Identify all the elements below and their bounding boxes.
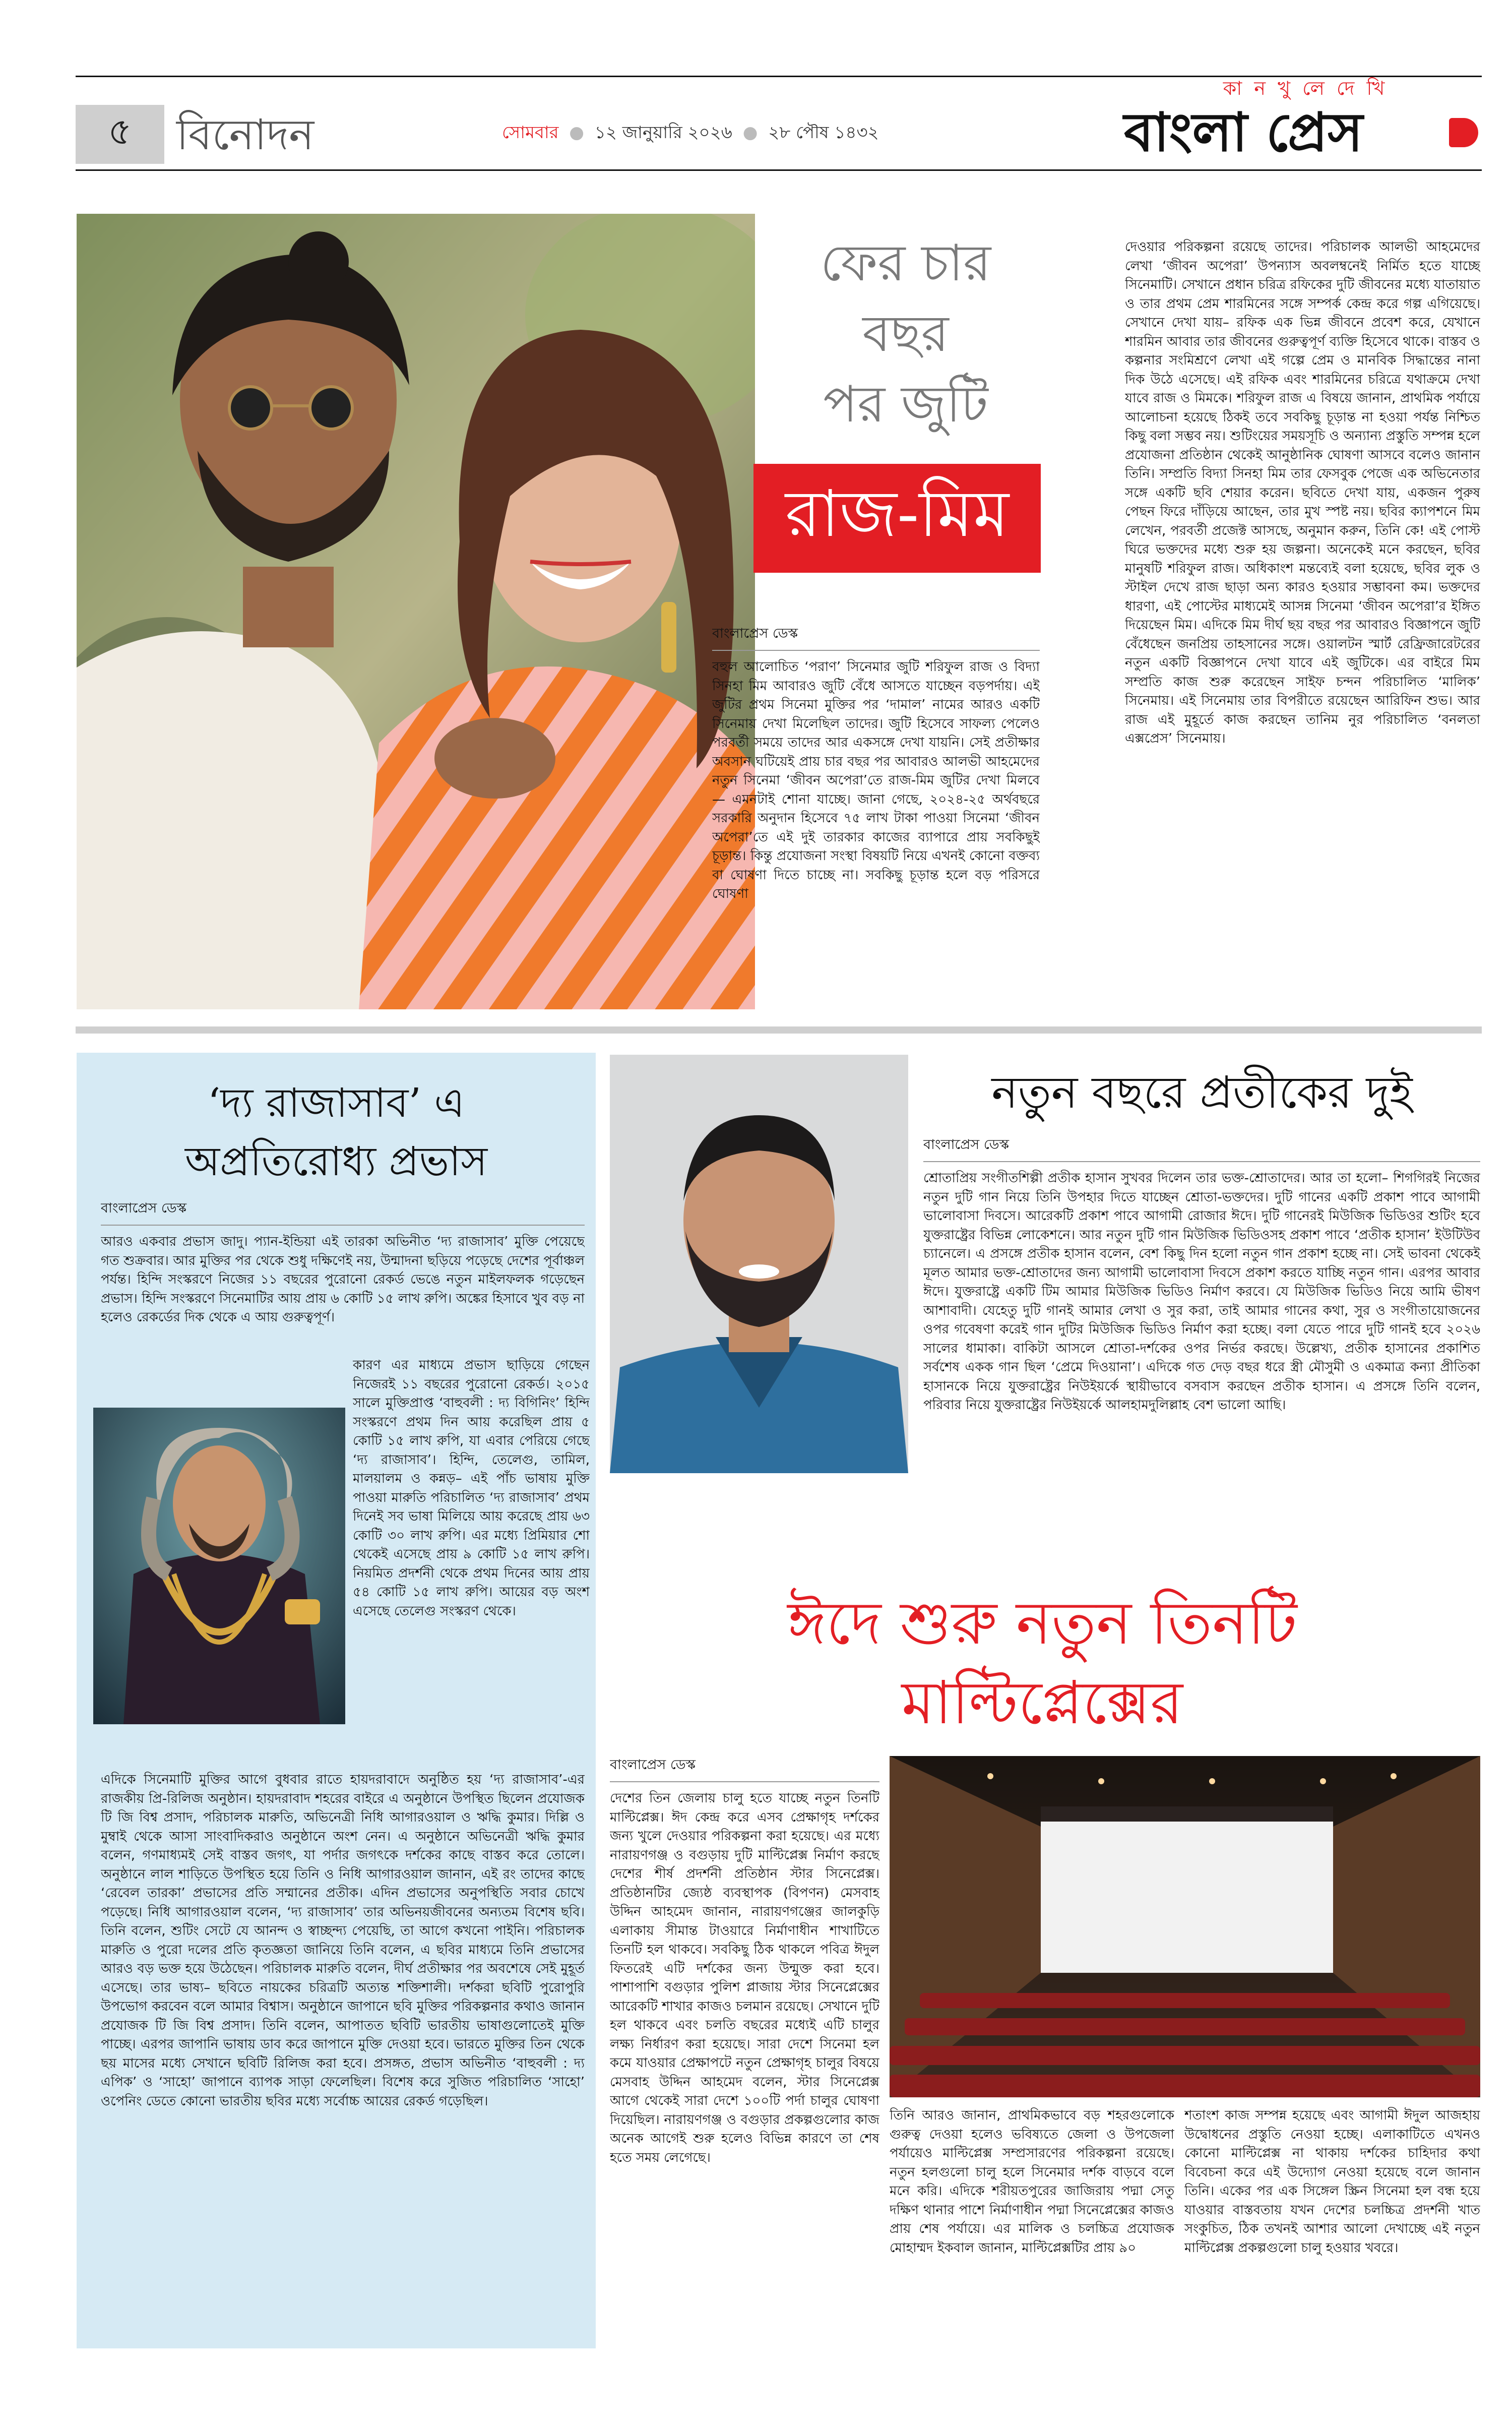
multiplex-column-3: [1184, 2106, 1480, 2358]
prabhas-main-text: এদিকে সিনেমাটি মুক্তির আগে বুধবার রাতে হায়দরাবাদে অনুষ্ঠিত হয় ‘দ্য রাজাসাব’-এর রাজকীয় প্রি-রিলিজ অনুষ্ঠান। হায়দরাবাদ শহরের বাইরে এ অনুষ্ঠানে উপস্থিত ছিলেন প্রযোজক টি জি বিশ্ব প্রসাদ, পরিচালক মারুতি, অভিনেত্রী নিধি আগারওয়াল ও ঋদ্ধি কুমার। দিল্লি ও মুম্বাই থেকে আসা সাংবাদিকরাও অনুষ্ঠানে অংশ নেন। এ অনুষ্ঠানে অভিনেত্রী ঋদ্ধি কুমার বলেন, গণমাধ্যমই সেই বাস্তব জগৎ, যা পর্দার জগৎকে দর্শকের কাছে বাস্তব করে তোলে। অনুষ্ঠানে লাল শাড়িতে উপস্থিত হয়ে তিনি ও নিধি আগারওয়াল জানান, এই রং তাদের কাছে ‘রেবেল তারকা’ প্রভাসের প্রতি সম্মানের প্রতীক। এদিন প্রভাসের অনুপস্থিতি সবার চোখে পড়েছে। নিধি আগারওয়াল বলেন, ‘দ্য রাজাসাব’ তার অভিনয়জীবনের অন্যতম বিশেষ ছবি। তিনি বলেন, শুটিং সেটে যে আনন্দ ও স্বাচ্ছন্দ্য পেয়েছি, তা আগে কখনো পাইনি। পরিচালক মারুতি ও পুরো দলের প্রতি কৃতজ্ঞতা জানিয়ে তিনি বলেন, এ ছবির মাধ্যমে তিনি প্রভাসের আরও বড় ভক্ত হয়ে উঠেছেন। পরিচালক মারুতি বলেন, দীর্ঘ প্রতীক্ষার পর অবশেষে সেই মুহূর্ত এসেছে। তার ভাষ্য– ছবিতে নায়কের চরিত্রটি অত্যন্ত শক্তিশালী। দর্শকরা ছবিটি পুরোপুরি উপভোগ করবেন বলে আমার বিশ্বাস। অনুষ্ঠানে জাপানে ছবি মুক্তির পরিকল্পনার কথাও জানান প্রযোজক টি জি বিশ্ব প্রসাদ। তিনি বলেন, আপাতত ছবিটি ভারতীয় ভাষাগুলোতেই মুক্তি পাচ্ছে। এরপর জাপানি ভাষায় ডাব করে জাপানে মুক্তি দেওয়া হবে। ভারতে মুক্তির তিন থেকে ছয় মাসের মধ্যে সেখানে ছবিটি রিলিজ করা হবে। প্রসঙ্গত, প্রভাস অভিনীত ‘বাহুবলী : দ্য এপিক’ ও ‘সাহো’ জাপানে ব্যাপক সাড়া ফেলেছিল। বিশেষ করে সুজিত পরিচালিত ‘সাহো’ ওপেনিং ডেতে কোনো ভারতীয় ছবির মধ্যে সর্বোচ্চ আয়ের রেকর্ড গড়েছিল।: [101, 1772, 585, 2109]
raj-mim-text-1: বহুল আলোচিত ‘পরাণ’ সিনেমার জুটি শরিফুল রাজ ও বিদ্যা সিনহা মিম আবারও জুটি বেঁধে আসতে যাচ্ছেন বড়পর্দায়। এই জুটির প্রথম সিনেমা মুক্তির পর ‘দামাল’ নামের আরও একটি সিনেমায় দেখা মিলেছিল তাদের। জুটি হিসেবে সাফল্য পেলেও পরবর্তী সময়ে তাদের আর একসঙ্গে দেখা যায়নি। সেই প্রতীক্ষার অবসান ঘটিয়েই প্রায় চার বছর পর আবারও আলভী আহমেদের নতুন সিনেমা ‘জীবন অপেরা’তে রাজ-মিম জুটির দেখা মিলবে— এমনটাই শোনা যাচ্ছে। জানা গেছে, ২০২৪-২৫ অর্থবছরে সরকারি অনুদান হিসেবে ৭৫ লাখ টাকা পাওয়া সিনেমা ‘জীবন অপেরা’তে এই দুই তারকার কাজের ব্যাপারে প্রায় সবকিছুই চূড়ান্ত। কিন্তু প্রযোজনা সংস্থা বিষয়টি নিয়ে এখনই কোনো বক্তব্য বা ঘোষণা দিতে চাচ্ছে না। সবকিছু চূড়ান্ত হলে বড় পরিসরে ঘোষণা: [712, 659, 1040, 901]
multiplex-column-2: [890, 2106, 1174, 2358]
section-name: বিনোদন: [176, 110, 314, 159]
prabhas-intro-text: আরও একবার প্রভাস জাদু। প্যান-ইন্ডিয়া এই তারকা অভিনীত ‘দ্য রাজাসাব’ মুক্তি পেয়েছে গত শুক্রবার। আর মুক্তির পর থেকে শুধু দক্ষিণেই নয়, উন্মাদনা ছড়িয়ে পড়েছে দেশের পূর্বাঞ্চল পর্যন্ত। হিন্দি সংস্করণে নিজের ১১ বছরের পুরোনো রেকর্ড ভেঙে নতুন মাইলফলক গড়েছেন প্রভাস। হিন্দি সংস্করণে সিনেমাটির আয় প্রায় ৬ কোটি ১৫ লাখ রুপি। অঙ্কের হিসাবে খুব বড় না হলেও রেকর্ডের দিক থেকে এ আয় গুরুত্বপূর্ণ।: [101, 1234, 585, 1325]
raj-mim-highlight: রাজ-মিম: [785, 476, 1010, 552]
multiplex-headline: [603, 1583, 1482, 1742]
prabhas-byline: বাংলাপ্রেস ডেস্ক: [101, 1198, 585, 1226]
prabhas-side-text: কারণ এর মাধ্যমে প্রভাস ছাড়িয়ে গেছেন নিজেরই ১১ বছরের পুরোনো রেকর্ড। ২০১৫ সালে মুক্তিপ্রাপ্ত ‘বাহুবলী : দ্য বিগিনিং’ হিন্দি সংস্করণে প্রথম দিন আয় করেছিল প্রায় ৫ কোটি ১৫ লাখ রুপি, যা এবার পেরিয়ে গেছে ‘দ্য রাজাসাব’। হিন্দি, তেলেগু, তামিল, মালয়ালম ও কন্নড়– এই পাঁচ ভাষায় মুক্তি পাওয়া মারুতি পরিচালিত ‘দ্য রাজাসাব’ প্রথম দিনেই সব ভাষা মিলিয়ে আয় করেছে প্রায় ৬৩ কোটি ৩০ লাখ রুপি। এর মধ্যে প্রিমিয়ার শো থেকেই এসেছে প্রায় ৯ কোটি ১৫ লাখ রুপি। নিয়মিত প্রদর্শনী থেকে প্রথম দিনের আয় প্রায় ৫৪ কোটি ১৫ লাখ রুপি। আয়ের বড় অংশ এসেছে তেলেগু সংস্করণ থেকে।: [353, 1358, 590, 1619]
pratik-photo-art: [610, 1055, 908, 1473]
section-divider: [76, 1026, 1482, 1034]
pratik-headline: নতুন বছরে প্রতীকের দুই: [991, 1066, 1413, 1118]
pratik-photo: [610, 1055, 908, 1473]
prabhas-intro: [101, 1198, 585, 1349]
prabhas-headline: [82, 1074, 591, 1191]
multiplex-text-1: দেশের তিন জেলায় চালু হতে যাচ্ছে নতুন তিনটি মাল্টিপ্লেক্স। ঈদ কেন্দ্র করে এসব প্রেক্ষাগৃহ দর্শকের জন্য খুলে দেওয়ার পরিকল্পনা করা হয়েছে। এর মধ্যে নারায়ণগঞ্জ ও বগুড়ায় দুটি মাল্টিপ্লেক্স নির্মাণ করছে দেশের শীর্ষ প্রদর্শনী প্রতিষ্ঠান স্টার সিনেপ্লেক্স। প্রতিষ্ঠানটির জ্যেষ্ঠ ব্যবস্থাপক (বিপণন) মেসবাহ উদ্দিন আহমেদ জানান, নারায়ণগঞ্জের জালকুড়ি এলাকায় সীমান্ত টাওয়ারে নির্মাণাধীন শাখাটিতে তিনটি হল থাকবে। সবকিছু ঠিক থাকলে পবিত্র ঈদুল ফিতরেই এটি দর্শকের জন্য উন্মুক্ত করা হবে। পাশাপাশি বগুড়ার পুলিশ প্লাজায় স্টার সিনেপ্লেক্সের আরেকটি শাখার কাজও চলমান রয়েছে। সেখানে দুটি হল থাকবে এবং চলতি বছরের মধ্যেই এটি চালুর লক্ষ্য নির্ধারণ করা হয়েছে। সারা দেশে সিনেমা হল কমে যাওয়ার প্রেক্ষাপটে নতুন প্রেক্ষাগৃহ চালুর বিষয়ে মেসবাহ উদ্দিন আহমেদ বলেন, স্টার সিনেপ্লেক্স আগে থেকেই সারা দেশে ১০০টি পর্দা চালুর ঘোষণা দিয়েছিল। নারায়ণগঞ্জ ও বগুড়ার প্রকল্পগুলোর কাজ অনেক আগেই শুরু হলেও বিভিন্ন কারণে তা শেষ হতে সময় লেগেছে।: [610, 1791, 879, 2165]
raj-mim-headline: [761, 228, 1050, 440]
raj-mim-photo: [77, 214, 755, 1009]
date-gregorian: ১২ জানুয়ারি ২০২৬: [594, 123, 732, 143]
multiplex-byline: বাংলাপ্রেস ডেস্ক: [610, 1754, 879, 1782]
prabhas-headline-line: অপ্রতিরোধ্য প্রভাস: [184, 1138, 488, 1185]
pratik-text: শ্রোতাপ্রিয় সংগীতশিল্পী প্রতীক হাসান সুখবর দিলেন তার ভক্ত-শ্রোতাদের। আর তা হলো– শিগগিরই নিজের নতুন দুটি গান নিয়ে তিনি উপহার দিতে যাচ্ছেন শ্রোতা-ভক্তদের। দুটি গানের একটি প্রকাশ পাবে আগামী ভালোবাসা দিবসে। আরেকটি প্রকাশ পাবে আগামী রোজার ঈদে। দুটি গানেরই মিউজিক ভিডিওর শুটিং হবে যুক্তরাষ্ট্রের বিভিন্ন লোকেশনে। আর নতুন দুটি গান মিউজিক ভিডিওসহ প্রকাশ পাবে ‘প্রতীক হাসান’ ইউটিউব চ্যানেলে। এ প্রসঙ্গে প্রতীক হাসান বলেন, বেশ কিছু দিন হলো নতুন গান প্রকাশ হচ্ছে না। সেই ভাবনা থেকেই মূলত আমার ভক্ত-শ্রোতাদের জন্য আগামী ভালোবাসা দিবসে প্রকাশ করতে যাচ্ছি নতুন গান। এরপর আবার ঈদে। যুক্তরাষ্ট্রে একটি টিম আমার মিউজিক ভিডিও নির্মাণ করবে। যে মিউজিক ভিডিও নিয়ে আমি ভীষণ আশাবাদী। যেহেতু দুটি গানই আমার লেখা ও সুর করা, তাই আমার গানের কথা, সুর ও সংগীতায়োজনের ওপর গবেষণা করেই গান দুটির মিউজিক ভিডিও নির্মাণ করা হচ্ছে। বলা যেতে পারে দুটি গানই হবে ২০২৬ সালের ধামাকা। বাকিটা আসলে শ্রোতা-দর্শকের ওপর নির্ভর করছে। উল্লেখ্য, প্রতীক হাসানের প্রকাশিত সর্বশেষ একক গান ছিল ‘প্রেমে দিওয়ানা’। এদিকে গত দেড় বছর ধরে স্ত্রী মৌসুমী ও একমাত্র কন্যা প্রীতিকা হাসানকে নিয়ে যুক্তরাষ্ট্রের নিউইয়র্কে স্থায়ীভাবে বসবাস করছেন প্রতীক হাসান। এ প্রসঙ্গে তিনি বলেন, পরিবার নিয়ে যুক্তরাষ্ট্রের নিউইয়র্কে আলহামদুলিল্লাহ বেশ ভালো আছি।: [923, 1171, 1480, 1413]
prabhas-side-column: [353, 1356, 590, 1765]
raj-mim-highlight-box: [753, 464, 1041, 573]
megaphone-icon: [1449, 118, 1478, 147]
raj-mim-photo-art: [77, 214, 755, 1009]
multiplex-headline-line: মাল্টিপ্লেক্সের: [901, 1668, 1183, 1737]
raj-mim-headline-line: বছর: [862, 304, 949, 363]
cinema-hall-photo: [890, 1756, 1480, 2097]
masthead-logo: [1124, 100, 1487, 165]
page-number-box: [76, 105, 164, 164]
dateline: [502, 120, 879, 145]
day: সোমবার: [502, 123, 559, 143]
dateline-dot: ●: [569, 123, 584, 143]
masthead-tagline: কা ন খু লে দে খি: [1223, 77, 1388, 99]
raj-mim-column-2: [1125, 238, 1480, 1048]
prabhas-photo: [93, 1408, 345, 1724]
page-number: ৫: [107, 110, 133, 153]
masthead-title: বাংলা প্রেস: [1124, 100, 1363, 163]
date-bangla: ২৮ পৌষ ১৪৩২: [768, 123, 879, 143]
multiplex-column-1: [610, 1754, 879, 2360]
prabhas-headline-line: ‘দ্য রাজাসাব’ এ: [207, 1079, 465, 1126]
cinema-hall-photo-art: [890, 1756, 1480, 2097]
pratik-byline: বাংলাপ্রেস ডেস্ক: [923, 1134, 1480, 1162]
raj-mim-headline-line: ফের চার: [820, 233, 991, 292]
raj-mim-headline-line: পর জুটি: [823, 375, 988, 434]
raj-mim-text-2: দেওয়ার পরিকল্পনা রয়েছে তাদের। পরিচালক আলভী আহমেদের লেখা ‘জীবন অপেরা’ উপন্যাস অবলম্বনেই নির্মিত হতে যাচ্ছে সিনেমাটি। সেখানে প্রধান চরিত্র রফিকের দুটি জীবনের মধ্যে যাতায়াত ও তার প্রথম প্রেম শারমিনের সঙ্গে সম্পর্ক কেন্দ্র করে গল্প এগিয়েছে। সেখানে দেখা যায়– রফিক এক ভিন্ন জীবনে প্রবেশ করে, যেখানে শারমিন আবার তার জীবনের গুরুত্বপূর্ণ ব্যক্তি হিসেবে থাকে। বাস্তব ও কল্পনার সংমিশ্রণে লেখা এই গল্পে প্রেম ও মানবিক সিদ্ধান্তের নানা দিক উঠে এসেছে। এই রফিক এবং শারমিনের চরিত্রে যথাক্রমে দেখা যাবে রাজ ও মিমকে। শরিফুল রাজ এ বিষয়ে জানান, প্রাথমিক পর্যায়ে আলোচনা হয়েছে ঠিকই তবে সবকিছু চূড়ান্ত না হওয়া পর্যন্ত নিশ্চিত কিছু বলা সম্ভব নয়। শুটিংয়ের সময়সূচি ও অন্যান্য প্রস্তুতি সম্পন্ন হলে প্রযোজনা প্রতিষ্ঠান থেকেই আনুষ্ঠানিক ঘোষণা আসবে বলেও জানান তিনি। সম্প্রতি বিদ্যা সিনহা মিম তার ফেসবুক পেজে এক অভিনেতার সঙ্গে একটি ছবি শেয়ার করেন। ছবিতে দেখা যায়, একজন পুরুষ পেছন ফিরে দাঁড়িয়ে আছেন, তার মুখ স্পষ্ট নয়। ছবির ক্যাপশনে মিম লেখেন, পরবর্তী প্রজেক্ট আসছে, অনুমান করুন, তিনি কে! এই পোস্ট ঘিরে ভক্তদের মধ্যে শুরু হয় জল্পনা। অনেকেই মনে করছেন, ছবির মানুষটি শরিফুল রাজ। অধিকাংশ মন্তব্যেই বলা হয়েছে, ছবির লুক ও স্টাইল দেখে রাজ ছাড়া অন্য কারও হওয়ার সম্ভাবনা কম। ভক্তদের ধারণা, এই পোস্টের মাধ্যমেই আসন্ন সিনেমা ‘জীবন অপেরা’র ইঙ্গিত দিয়েছেন মিম। এদিকে মিম দীর্ঘ ছয় বছর পর আবারও বিজ্ঞাপনে জুটি বেঁধেছেন জনপ্রিয় তাহসানের সঙ্গে। ওয়ালটন স্মার্ট রেফ্রিজারেটরের নতুন একটি বিজ্ঞাপনে দেখা যাবে এই জুটিকে। এর বাইরে মিম সম্প্রতি কাজ শুরু করেছেন সাইফ চন্দন পরিচালিত ‘মালিক’ সিনেমায়। এই সিনেমায় তার বিপরীতে রয়েছেন আরিফিন শুভ। আর রাজ এই মুহূর্তে কাজ করছেন তানিম নুর পরিচালিত ‘বনলতা এক্সপ্রেস’ সিনেমায়।: [1125, 239, 1480, 746]
header-bottom-rule: [76, 169, 1482, 171]
prabhas-main-column: [101, 1771, 585, 2345]
pratik-article: [923, 1134, 1480, 1482]
raj-mim-byline: বাংলাপ্রেস ডেস্ক: [712, 623, 1040, 651]
multiplex-text-3: শতাংশ কাজ সম্পন্ন হয়েছে এবং আগামী ঈদুল আজহায় উদ্বোধনের প্রস্তুতি নেওয়া হচ্ছে। এলাকাটিতে এখনও কোনো মাল্টিপ্লেক্স না থাকায় দর্শকের চাহিদার কথা বিবেচনা করে এই উদ্যোগ নেওয়া হয়েছে বলে জানান তিনি। একের পর এক সিঙ্গেল স্ক্রিন সিনেমা হল বন্ধ হয়ে যাওয়ার বাস্তবতায় যখন দেশের চলচ্চিত্র প্রদর্শনী খাত সংকুচিত, ঠিক তখনই আশার আলো দেখাচ্ছে এই নতুন মাল্টিপ্লেক্স প্রকল্পগুলো চালু হওয়ার খবরে।: [1184, 2108, 1480, 2256]
multiplex-headline-line: ঈদে শুরু নতুন তিনটি: [787, 1588, 1297, 1658]
raj-mim-column-1: [712, 623, 1040, 1016]
multiplex-text-2: তিনি আরও জানান, প্রাথমিকভাবে বড় শহরগুলোকে গুরুত্ব দেওয়া হলেও ভবিষ্যতে জেলা ও উপজেলা পর্যায়েও মাল্টিপ্লেক্স সম্প্রসারণের পরিকল্পনা রয়েছে। নতুন হলগুলো চালু হলে সিনেমার দর্শক বাড়বে বলে মনে করি। এদিকে শরীয়তপুরের জাজিরায় পদ্মা সেতু দক্ষিণ থানার পাশে নির্মাণাধীন পদ্মা সিনেপ্লেক্সের কাজও প্রায় শেষ পর্যায়ে। এর মালিক ও চলচ্চিত্র প্রযোজক মোহাম্মদ ইকবাল জানান, মাল্টিপ্লেক্সটির প্রায় ৯০: [890, 2108, 1174, 2256]
prabhas-photo-art: [93, 1408, 345, 1724]
dateline-dot: ●: [742, 123, 758, 143]
